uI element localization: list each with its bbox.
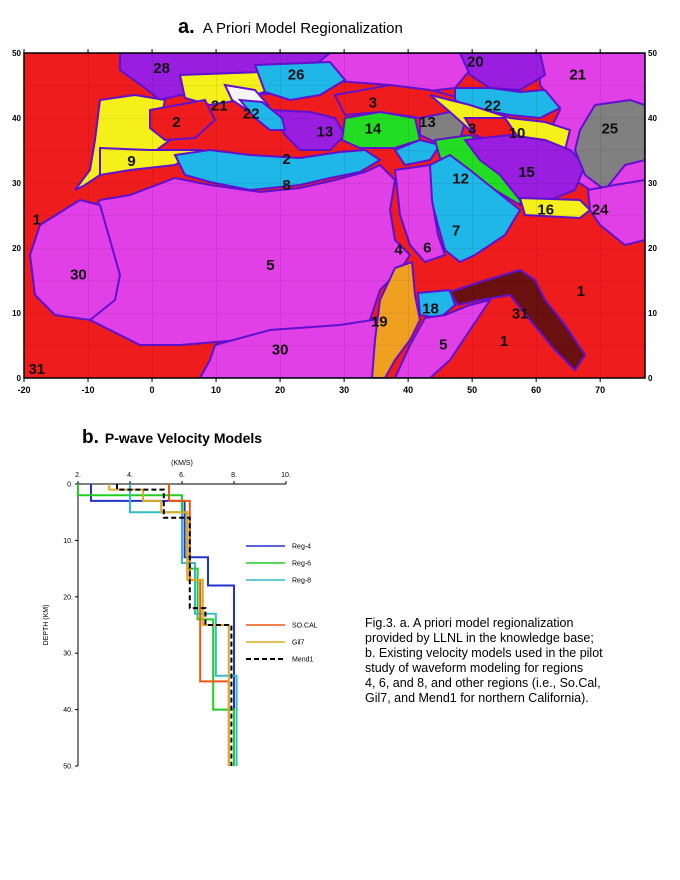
x-tick-label: 6. bbox=[179, 472, 185, 479]
velocity-legend bbox=[246, 544, 318, 664]
lat-tick-label: 0 bbox=[648, 374, 653, 383]
region-label: 21 bbox=[210, 97, 228, 115]
region-label: 2 bbox=[172, 114, 181, 132]
region-label: 25 bbox=[601, 120, 619, 138]
y-tick-label: 30. bbox=[63, 650, 73, 658]
y-tick-label: 10. bbox=[63, 537, 73, 545]
region-label: 5 bbox=[266, 257, 275, 275]
region-label: 15 bbox=[518, 164, 535, 182]
lat-tick-label: 40 bbox=[648, 114, 657, 123]
x-tick-label: 4. bbox=[127, 472, 133, 479]
lon-tick-label: 70 bbox=[595, 385, 606, 395]
lat-tick-label: 20 bbox=[12, 244, 21, 253]
region-label: 16 bbox=[537, 201, 555, 219]
x-tick-label: 10. bbox=[281, 472, 291, 479]
latitude-ticks-left bbox=[12, 49, 21, 383]
region-label: 22 bbox=[242, 105, 260, 123]
region-label: 18 bbox=[422, 300, 439, 318]
velocity-series bbox=[78, 484, 237, 766]
legend-label: Reg-8 bbox=[292, 577, 312, 585]
lon-tick-label: 20 bbox=[275, 385, 286, 395]
lat-tick-label: 50 bbox=[648, 49, 657, 58]
caption-line: provided by LLNL in the knowledge base; bbox=[365, 631, 594, 645]
caption-line: study of waveform modeling for regions bbox=[365, 661, 584, 675]
regionalization-map bbox=[0, 40, 680, 410]
legend-label: Reg-6 bbox=[292, 560, 312, 568]
region-label: 5 bbox=[439, 336, 448, 354]
y-tick-label: 50. bbox=[63, 763, 73, 771]
caption-line: 4, 6, and 8, and other regions (i.e., So.Cal, bbox=[365, 676, 601, 690]
velocity-title-letter: b. bbox=[82, 427, 99, 448]
region-label: 28 bbox=[153, 60, 170, 78]
legend-label: SO.CAL bbox=[292, 622, 318, 630]
region-label: 30 bbox=[271, 341, 289, 359]
lat-tick-label: 20 bbox=[648, 244, 657, 253]
figure-caption bbox=[365, 616, 665, 706]
velocity-title bbox=[82, 427, 262, 449]
lat-tick-label: 30 bbox=[648, 179, 657, 188]
region-label: 19 bbox=[370, 313, 388, 331]
region-label: 13 bbox=[316, 123, 334, 141]
region-label: 26 bbox=[287, 66, 305, 84]
caption-line: Gil7, and Mend1 for northern California). bbox=[365, 691, 589, 705]
region-label: 30 bbox=[70, 266, 87, 284]
lon-tick-label: 60 bbox=[531, 385, 542, 395]
caption-line: b. Existing velocity models used in the pilot bbox=[365, 646, 603, 660]
lon-tick-label: 30 bbox=[339, 385, 350, 395]
region-label: 3 bbox=[467, 120, 477, 138]
lat-tick-label: 30 bbox=[12, 179, 21, 188]
caption-line: Fig.3. a. A priori model regionalization bbox=[365, 616, 574, 630]
velocity-chart bbox=[0, 455, 360, 785]
legend-label: Mend1 bbox=[292, 656, 314, 664]
lon-tick-label: 40 bbox=[403, 385, 414, 395]
y-tick-label: 20. bbox=[63, 594, 73, 602]
lon-tick-label: -10 bbox=[81, 385, 95, 395]
lat-tick-label: 10 bbox=[12, 309, 21, 318]
region-label: 13 bbox=[418, 114, 436, 132]
region-label: 8 bbox=[282, 177, 291, 195]
region-label: 1 bbox=[499, 333, 509, 351]
lat-tick-label: 50 bbox=[12, 49, 21, 58]
y-tick-label: 40. bbox=[63, 707, 73, 715]
region-label: 1 bbox=[576, 283, 586, 301]
lon-tick-label: 0 bbox=[149, 385, 155, 395]
y-axis-label: DEPTH (KM) bbox=[43, 604, 50, 646]
legend-label: Gil7 bbox=[292, 639, 305, 647]
lat-tick-label: 0 bbox=[16, 374, 21, 383]
region-label: 2 bbox=[282, 151, 291, 169]
region-label: 24 bbox=[591, 201, 609, 219]
longitude-ticks-bottom bbox=[17, 378, 605, 395]
velocity-axes bbox=[43, 460, 291, 771]
map-title-letter: a. bbox=[178, 16, 195, 38]
region-label: 31 bbox=[511, 305, 529, 323]
lat-tick-label: 10 bbox=[648, 309, 657, 318]
lat-tick-label: 40 bbox=[12, 114, 21, 123]
y-tick-label: 0. bbox=[67, 481, 73, 489]
x-axis-label: (KM/S) bbox=[171, 460, 193, 467]
region-label: 9 bbox=[127, 153, 136, 171]
region-label: 12 bbox=[452, 170, 469, 188]
region-label: 21 bbox=[569, 66, 587, 84]
region-label: 31 bbox=[28, 361, 46, 379]
region-label: 7 bbox=[451, 222, 461, 240]
velocity-title-text: P-wave Velocity Models bbox=[104, 430, 263, 446]
lon-tick-label: 10 bbox=[211, 385, 222, 395]
x-tick-label: 8. bbox=[231, 472, 237, 479]
lon-tick-label: -20 bbox=[17, 385, 31, 395]
region-label: 6 bbox=[423, 239, 432, 257]
region-label: 14 bbox=[364, 120, 382, 138]
region-label: 10 bbox=[508, 125, 526, 143]
legend-label: Reg-4 bbox=[292, 543, 312, 551]
lon-tick-label: 50 bbox=[467, 385, 478, 395]
region-label: 4 bbox=[394, 241, 403, 259]
map-title-text: A Priori Model Regionalization bbox=[202, 20, 403, 37]
x-tick-label: 2. bbox=[75, 472, 81, 479]
region-label: 20 bbox=[467, 53, 484, 71]
map-title bbox=[178, 16, 403, 39]
region-label: 3 bbox=[368, 94, 378, 112]
region-label: 22 bbox=[484, 97, 501, 115]
region-label: 1 bbox=[32, 211, 41, 229]
latitude-ticks-right bbox=[648, 49, 657, 383]
